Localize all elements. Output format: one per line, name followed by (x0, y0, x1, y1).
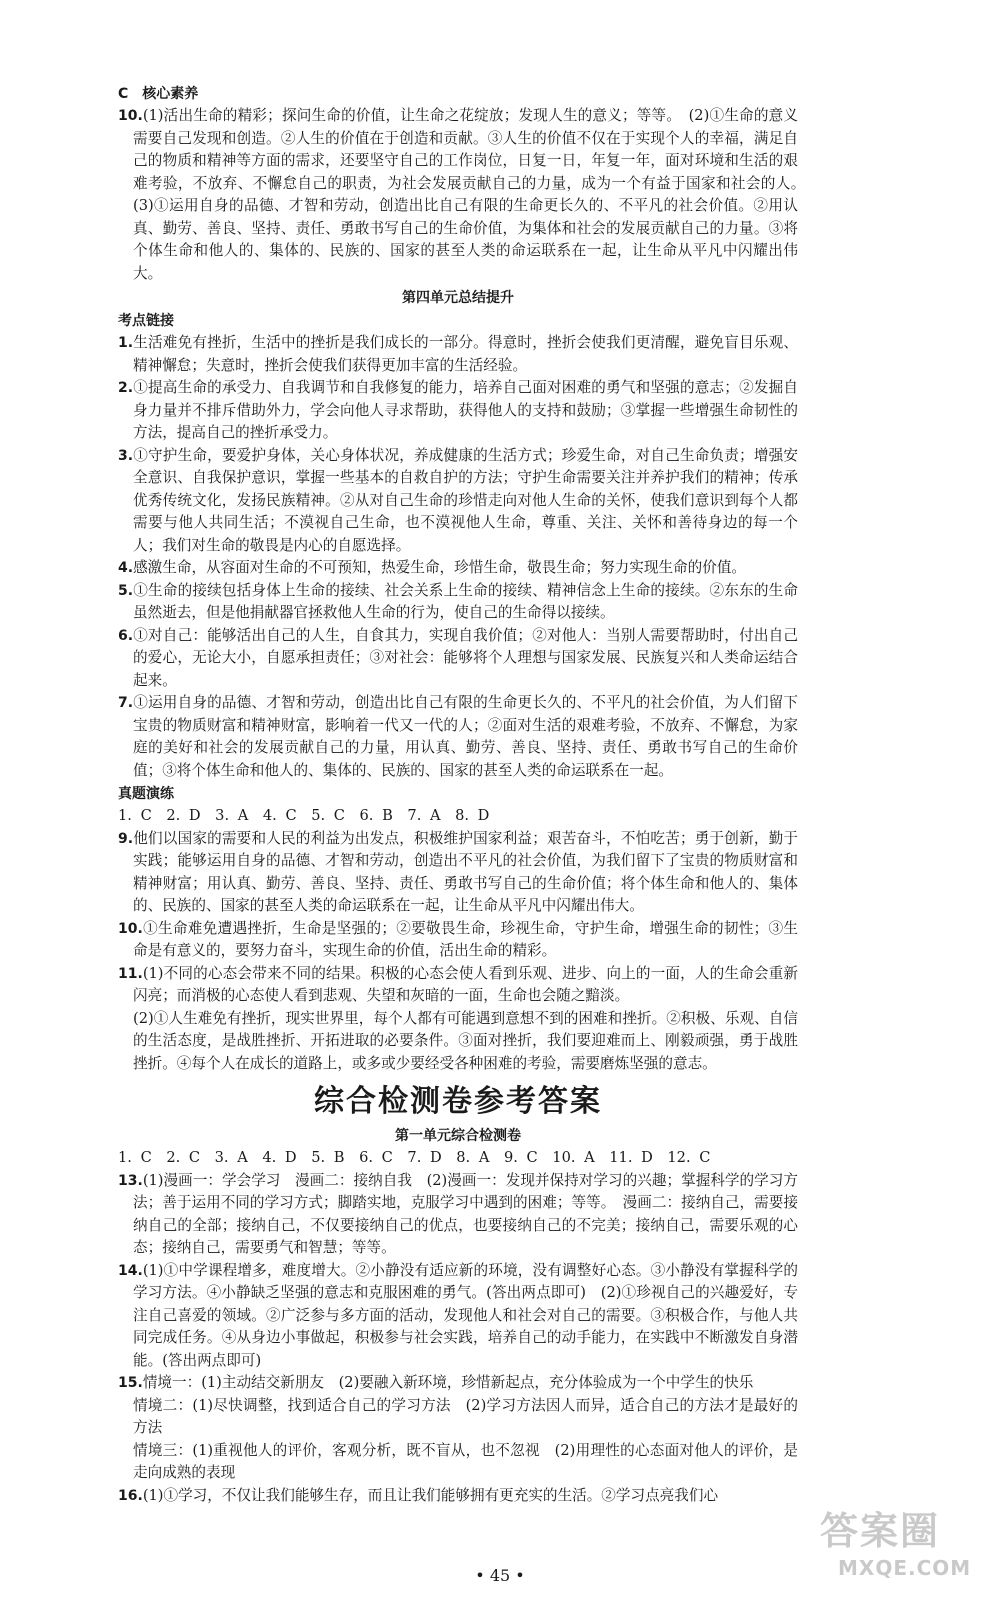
answer-item (118, 1170, 798, 1260)
item-text: ①生命的接续包括身体上生命的接续、社会关系上生命的接续、精神信念上生命的接续。②东东的生命虽然逝去，但是他捐献器官拯救他人生命的行为，使自己的生命得以接续。 (133, 581, 798, 621)
answer-item (118, 828, 798, 918)
answer-item (118, 918, 798, 963)
item-number: 10. (118, 108, 143, 124)
answer-item (118, 1260, 798, 1373)
item-text: ①运用自身的品德、才智和劳动，创造出比自己有限的生命更长久的、不平凡的社会价值，为人们留下宝贵的物质财富和精神财富，影响着一代又一代的人；②面对生活的艰难考验，不放弃、不懈怠，为家庭的美好和社会的发展贡献自己的力量，用认真、勤劳、善良、坚持、责任、勇敢书写自己的生命价值；③将个体生命和他人的、集体的、民族的、国家的甚至人类的命运联系在一起。 (133, 694, 798, 779)
unit1-mcq-answers: 1. C 2. C 3. A 4. D 5. B 6. C 7. D 8. A 9. C 10. A 11. D 12. C (118, 1149, 711, 1166)
watermark-logo (808, 1496, 988, 1592)
answer-item (118, 580, 798, 625)
item-text: (1)活出生命的精彩；探问生命的价值，让生命之花绽放；发现人生的意义；等等。 (2)①生命的意义需要自己发现和创造。②人生的价值在于创造和贡献。③人生的价值不仅在于实现个人的幸福，满足自己的物质和精神等方面的需求，还要坚守自己的工作岗位，日复一日，年复一年，面对环境和生活的艰难考验，不放弃、不懈怠自己的职责，为社会发展贡献自己的力量，成为一个有益于国家和社会的人。 (3)①运用自身的品德、才智和劳动，创造出比自己有限的生命更长久的、不平凡的社会价值。②用认真、勤劳、善良、坚持、责任、勇敢书写自己的生命价值，为集体和社会的发展贡献自己的力量。③将个体生命和他人的、集体的、民族的、国家的甚至人类的命运联系在一起，让生命从平凡中闪耀出伟大。 (133, 107, 813, 282)
answer-item (118, 445, 798, 558)
answer-item (118, 625, 798, 693)
watermark-text: 答案圈 (820, 1509, 941, 1553)
item-number: 5. (118, 582, 134, 599)
answer-item (118, 377, 798, 445)
comprehensive-test-title: 综合检测卷参考答案 (314, 1084, 602, 1119)
item-text: 感激生命，从容面对生命的不可预知，热爱生命，珍惜生命，敬畏生命；努力实现生命的价值。 (133, 559, 747, 576)
item-number: 14. (118, 1262, 143, 1279)
answer-item (118, 692, 798, 782)
answer-item (118, 963, 798, 1008)
answer-subitem: (2)①人生难免有挫折，现实世界里，每个人都有可能遇到意想不到的困难和挫折。②积极、乐观、自信的生活态度，是战胜挫折、开拓进取的必要条件。③面对挫折，我们要迎难而上、刚毅顽强，勇于战胜挫折。④每个人在成长的道路上，或多或少要经受各种困难的考验，需要磨炼坚强的意志。 (133, 1009, 798, 1072)
item-text: 生活难免有挫折，生活中的挫折是我们成长的一部分。得意时，挫折会使我们更清醒，避免盲目乐观、精神懈怠；失意时，挫折会使我们获得更加丰富的生活经验。 (133, 334, 798, 374)
item-text: ①对自己：能够活出自己的人生，自食其力，实现自我价值；②对他人：当别人需要帮助时，付出自己的爱心，无论大小，自愿承担责任；③对社会：能够将个人理想与国家发展、民族复兴和人类命运结合起来。 (133, 626, 798, 689)
kaodian-heading: 考点链接 (118, 313, 174, 329)
unit4-summary-title: 第四单元总结提升 (402, 290, 514, 306)
item-text: (1)不同的心态会带来不同的结果。积极的心态会使人看到乐观、进步、向上的一面，人的生命会重新闪亮；而消极的心态使人看到悲观、失望和灰暗的一面，生命也会随之黯淡。 (133, 964, 798, 1004)
mcq-answers: 1. C 2. D 3. A 4. C 5. C 6. B 7. A 8. D (118, 807, 490, 824)
item-number: 16. (118, 1487, 143, 1504)
answer-item (118, 332, 798, 377)
item-text: (1)漫画一：学会学习 漫画二：接纳自我 (2)漫画一：发现并保持对学习的兴趣；掌握科学的学习方法；善于运用不同的学习方式；脚踏实地，克服学习中遇到的困难；等等。 漫画二：接纳自己，需要接纳自己的全部；接纳自己，不仅要接纳自己的优点，也要接纳自己的不完美；接纳自己，需要乐观的心态；接纳自己，需要勇气和智慧；等等。 (133, 1171, 798, 1256)
answer-item (118, 1372, 798, 1395)
page-number: • 45 • (475, 1566, 525, 1585)
answer-subitem: 情境二：(1)尽快调整，找到适合自己的学习方法 (2)学习方法因人而异，适合自己的方法才是最好的方法 (133, 1396, 798, 1436)
item-number: 3. (118, 447, 134, 464)
item-number: 13. (118, 1172, 143, 1189)
item-number: 11. (118, 965, 143, 982)
item-text: 情境一：(1)主动结交新朋友 (2)要融入新环境，珍惜新起点，充分体验成为一个中学生的快乐 (142, 1374, 754, 1391)
answer-item (118, 1485, 798, 1508)
item-text: 他们以国家的需要和人民的利益为出发点，积极维护国家利益；艰苦奋斗，不怕吃苦；勇于创新，勤于实践；能够运用自身的品德、才智和劳动，创造出不平凡的社会价值，为我们留下了宝贵的物质财富和精神财富；用认真、勤劳、善良、坚持、责任、勇敢书写自己的生命价值；将个体生命和他人的、集体的、民族的、国家的甚至人类的命运联系在一起，让生命从平凡中闪耀出伟大。 (133, 829, 798, 914)
item-number: 9. (118, 830, 134, 847)
item-number: 15. (118, 1375, 143, 1391)
item-text: ①守护生命，要爱护身体，关心身体状况，养成健康的生活方式；珍爱生命，对自己生命负责；增强安全意识、自我保护意识，掌握一些基本的自救自护的方法；守护生命需要关注并养护我们的精神；传承优秀传统文化，发扬民族精神。②从对自己生命的珍惜走向对他人生命的关怀，使我们意识到每个人都需要与他人共同生活；不漠视自己生命，也不漠视他人生命，尊重、关注、关怀和善待身边的每一个人；我们对生命的敬畏是内心的自愿选择。 (133, 446, 798, 554)
item-number: 4. (118, 560, 134, 576)
answer-item (118, 105, 813, 285)
unit1-test-title: 第一单元综合检测卷 (395, 1128, 521, 1144)
watermark-url: MXQE.COM (838, 1556, 972, 1580)
item-text: (1)①中学课程增多，难度增大。②小静没有适应新的环境，没有调整好心态。③小静没有掌握科学的学习方法。④小静缺乏坚强的意志和克服困难的勇气。(答出两点即可) (2)①珍视自己的兴趣爱好，专注自己喜爱的领域。②广泛参与多方面的活动，发现他人和社会对自己的需要。③积极合作，与他人共同完成任务。④从身边小事做起，积极参与社会实践，培养自己的动手能力，在实践中不断激发自身潜能。(答出两点即可) (133, 1261, 798, 1369)
item-text: ①生命难免遭遇挫折，生命是坚强的；②要敬畏生命，珍视生命，守护生命，增强生命的韧性；③生命是有意义的，要努力奋斗，实现生命的价值，活出生命的精彩。 (133, 919, 798, 959)
item-number: 1. (118, 335, 134, 351)
item-number: 10. (118, 920, 143, 937)
zhenti-heading: 真题演练 (118, 786, 174, 802)
item-number: 7. (118, 695, 134, 711)
answer-subitem: 情境三：(1)重视他人的评价，客观分析，既不盲从，也不忽视 (2)用理性的心态面对他人的评价，是走向成熟的表现 (133, 1441, 798, 1481)
item-text: ①提高生命的承受力、自我调节和自我修复的能力，培养自己面对困难的勇气和坚强的意志；②发掘自身力量并不排斥借助外力，学会向他人寻求帮助，获得他人的支持和鼓励；③掌握一些增强生命韧性的方法，提高自己的挫折承受力。 (133, 379, 798, 441)
answer-page (118, 82, 813, 1507)
section-c-heading: C 核心素养 (118, 86, 199, 102)
answer-item (118, 557, 798, 580)
item-number: 2. (118, 380, 134, 396)
item-number: 6. (118, 627, 134, 644)
item-text: (1)①学习，不仅让我们能够生存，而且让我们能够拥有更充实的生活。②学习点亮我们心 (142, 1486, 719, 1504)
